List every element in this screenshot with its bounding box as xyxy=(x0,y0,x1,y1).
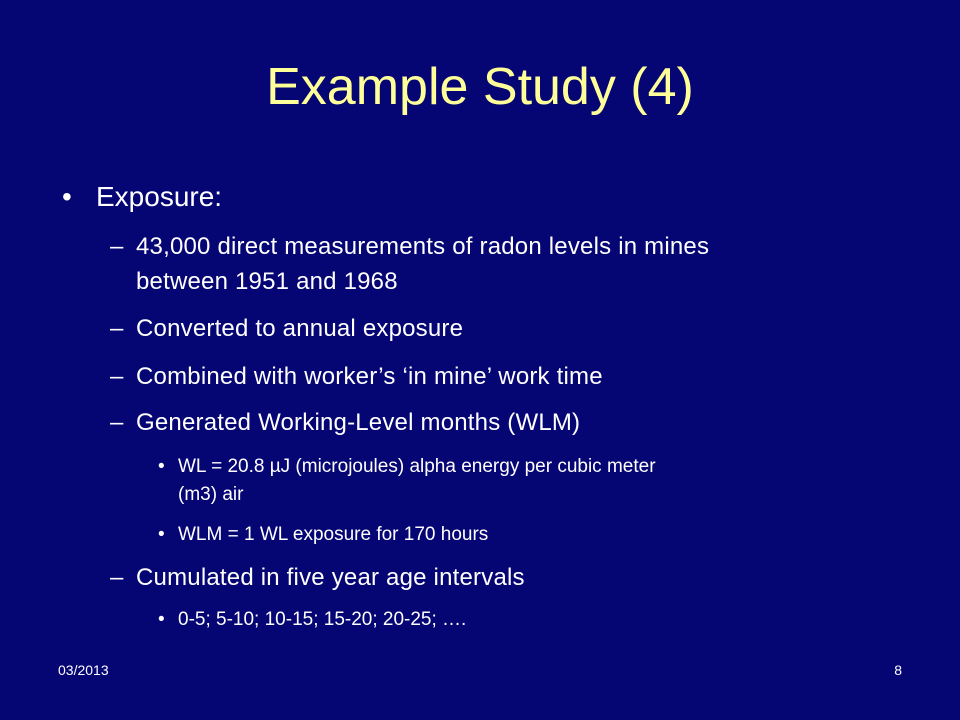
sub-age-intervals: 0-5; 5-10; 10-15; 15-20; 20-25; …. xyxy=(178,609,467,630)
dash-marker: – xyxy=(110,233,124,260)
sub-bullet-marker: • xyxy=(158,524,165,545)
item-measurements-line1: 43,000 direct measurements of radon levels in mines xyxy=(136,233,710,260)
item-measurements-line2: between 1951 and 1968 xyxy=(136,268,398,295)
sub-wlm-definition: WLM = 1 WL exposure for 170 hours xyxy=(178,524,489,545)
sub-bullet-marker: • xyxy=(158,456,165,477)
item-converted: Converted to annual exposure xyxy=(136,315,464,342)
dash-marker: – xyxy=(110,315,124,342)
bullet-marker: • xyxy=(62,181,72,212)
dash-marker: – xyxy=(110,564,124,591)
footer-page-number: 8 xyxy=(894,662,902,678)
footer-date: 03/2013 xyxy=(58,662,109,678)
sub-wl-definition-line2: (m3) air xyxy=(178,484,244,505)
item-combined: Combined with worker’s ‘in mine’ work time xyxy=(136,363,603,390)
bullet-exposure: Exposure: xyxy=(96,181,223,212)
sub-bullet-marker: • xyxy=(158,609,165,630)
item-cumulated: Cumulated in five year age intervals xyxy=(136,564,525,591)
dash-marker: – xyxy=(110,409,124,436)
item-generated: Generated Working-Level months (WLM) xyxy=(136,409,581,436)
slide-title: Example Study (4) xyxy=(266,58,694,116)
sub-wl-definition-line1: WL = 20.8 µJ (microjoules) alpha energy per cubic meter xyxy=(178,456,656,477)
dash-marker: – xyxy=(110,363,124,390)
